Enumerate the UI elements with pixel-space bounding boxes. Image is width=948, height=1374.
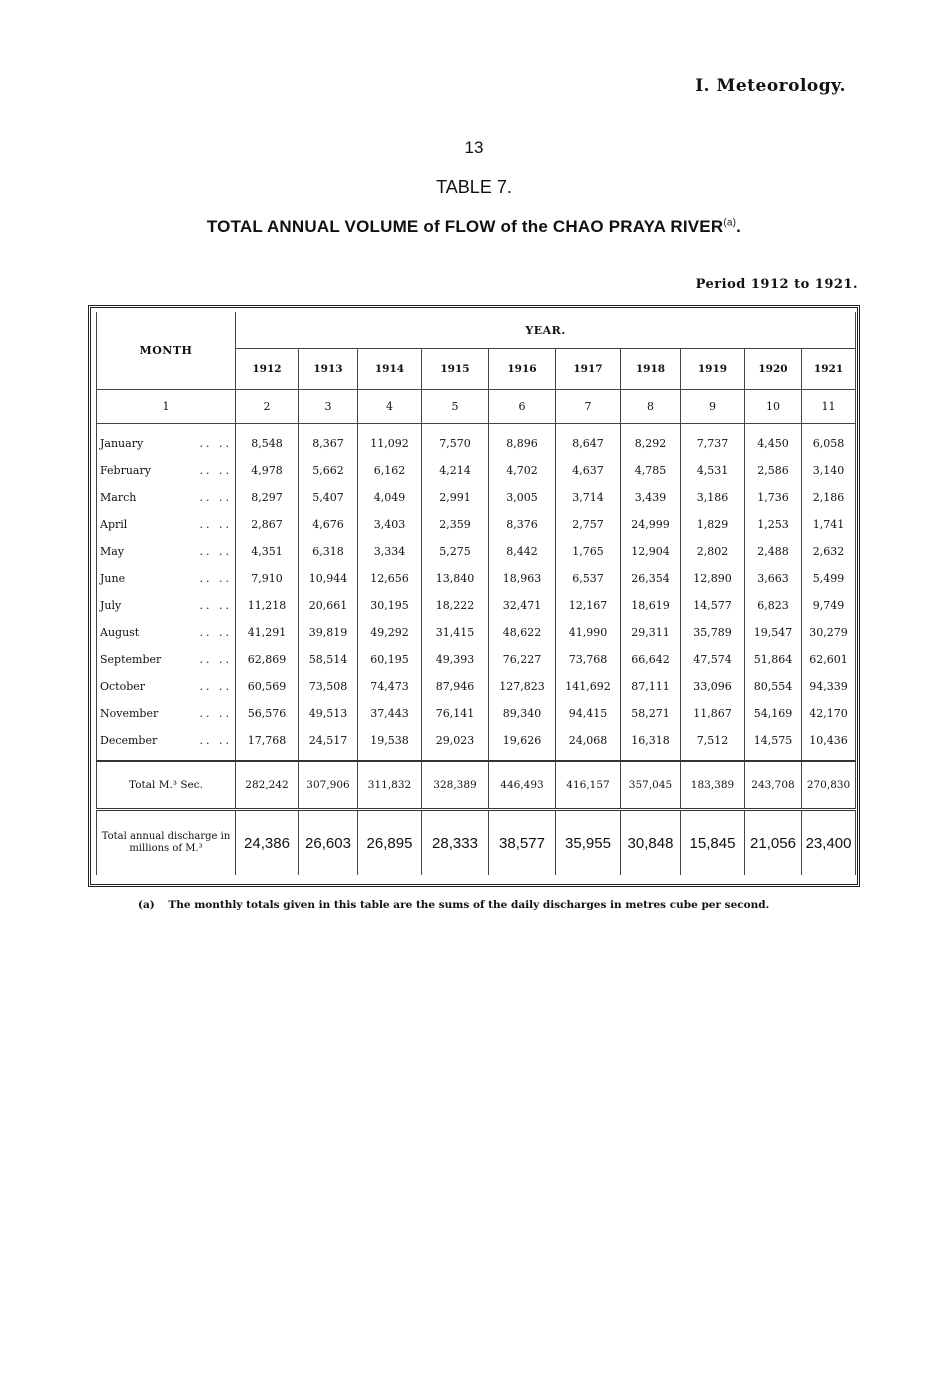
table-cell: 4,531 — [681, 457, 745, 484]
month-name: March — [100, 491, 137, 504]
table-cell: 7,737 — [681, 424, 745, 458]
table-cell: 6,823 — [745, 592, 802, 619]
table-row — [97, 565, 856, 592]
table-cell: 6,058 — [802, 424, 856, 458]
table-cell: 1,765 — [556, 538, 621, 565]
table-cell: 12,904 — [621, 538, 681, 565]
table-cell: 9,749 — [802, 592, 856, 619]
table-cell: 13,840 — [422, 565, 489, 592]
discharge-row — [97, 810, 856, 876]
month-name: October — [100, 680, 146, 693]
year-header-1918: 1918 — [621, 349, 681, 390]
footnote-text: The monthly totals given in this table are the sums of the daily discharges in metres cube per second. — [168, 899, 770, 911]
table-cell: 3,334 — [358, 538, 422, 565]
table-cell: 5,275 — [422, 538, 489, 565]
table-cell: 35,789 — [681, 619, 745, 646]
month-label — [97, 727, 236, 761]
column-number: 2 — [236, 390, 299, 424]
leader-dots: .. .. — [199, 734, 232, 747]
table-cell: 24,517 — [299, 727, 358, 761]
table-cell: 29,311 — [621, 619, 681, 646]
discharge-cell: 35,955 — [556, 810, 621, 876]
table-cell: 94,339 — [802, 673, 856, 700]
table-cell: 6,162 — [358, 457, 422, 484]
table-cell: 4,702 — [489, 457, 556, 484]
table-cell: 24,068 — [556, 727, 621, 761]
table-cell: 49,292 — [358, 619, 422, 646]
table-cell: 20,661 — [299, 592, 358, 619]
leader-dots: .. .. — [199, 626, 232, 639]
year-header-1914: 1914 — [358, 349, 422, 390]
discharge-cell: 26,895 — [358, 810, 422, 876]
year-header-1915: 1915 — [422, 349, 489, 390]
discharge-cell: 23,400 — [802, 810, 856, 876]
discharge-cell: 38,577 — [489, 810, 556, 876]
discharge-label: Total annual discharge in millions of M.³ — [97, 810, 236, 876]
table-cell: 17,768 — [236, 727, 299, 761]
month-label — [97, 424, 236, 458]
table-cell: 73,508 — [299, 673, 358, 700]
month-name: July — [100, 599, 122, 612]
column-number: 10 — [745, 390, 802, 424]
total-label: Total M.³ Sec. — [97, 761, 236, 810]
table-cell: 3,186 — [681, 484, 745, 511]
table-cell: 2,632 — [802, 538, 856, 565]
table-cell: 60,569 — [236, 673, 299, 700]
table-cell: 141,692 — [556, 673, 621, 700]
table-cell: 76,141 — [422, 700, 489, 727]
table-cell: 30,279 — [802, 619, 856, 646]
month-label — [97, 511, 236, 538]
table-cell: 42,170 — [802, 700, 856, 727]
column-number: 9 — [681, 390, 745, 424]
total-cell: 243,708 — [745, 761, 802, 810]
year-group-header: YEAR. — [236, 312, 856, 349]
table-cell: 66,642 — [621, 646, 681, 673]
page-number: 13 — [464, 138, 484, 157]
table-cell: 4,785 — [621, 457, 681, 484]
table-cell: 8,442 — [489, 538, 556, 565]
table-cell: 33,096 — [681, 673, 745, 700]
footnote — [138, 899, 769, 911]
table-cell: 8,367 — [299, 424, 358, 458]
table-cell: 49,513 — [299, 700, 358, 727]
discharge-cell: 24,386 — [236, 810, 299, 876]
table-row — [97, 646, 856, 673]
leader-dots: .. .. — [199, 680, 232, 693]
total-row — [97, 761, 856, 810]
table-cell: 54,169 — [745, 700, 802, 727]
table-cell: 39,819 — [299, 619, 358, 646]
month-name: December — [100, 734, 158, 747]
table-cell: 11,092 — [358, 424, 422, 458]
period-label: Period 1912 to 1921. — [695, 277, 858, 292]
year-header-1916: 1916 — [489, 349, 556, 390]
table-cell: 3,403 — [358, 511, 422, 538]
column-number: 8 — [621, 390, 681, 424]
section-header: I. Meteorology. — [695, 76, 846, 96]
total-cell: 183,389 — [681, 761, 745, 810]
leader-dots: .. .. — [199, 599, 232, 612]
table-cell: 58,271 — [621, 700, 681, 727]
table-cell: 3,005 — [489, 484, 556, 511]
table-cell: 4,351 — [236, 538, 299, 565]
table-cell: 41,291 — [236, 619, 299, 646]
table-cell: 5,407 — [299, 484, 358, 511]
year-header-1920: 1920 — [745, 349, 802, 390]
table-cell: 4,214 — [422, 457, 489, 484]
table-cell: 18,619 — [621, 592, 681, 619]
table-cell: 18,222 — [422, 592, 489, 619]
table-row — [97, 538, 856, 565]
discharge-cell: 28,333 — [422, 810, 489, 876]
month-label — [97, 565, 236, 592]
table-cell: 8,548 — [236, 424, 299, 458]
table-cell: 3,439 — [621, 484, 681, 511]
month-label — [97, 592, 236, 619]
table-cell: 2,359 — [422, 511, 489, 538]
table-cell: 74,473 — [358, 673, 422, 700]
month-name: April — [100, 518, 128, 531]
table-cell: 4,676 — [299, 511, 358, 538]
table-cell: 56,576 — [236, 700, 299, 727]
month-name: June — [100, 572, 126, 585]
table-cell: 14,575 — [745, 727, 802, 761]
leader-dots: .. .. — [199, 491, 232, 504]
total-cell: 311,832 — [358, 761, 422, 810]
table-cell: 19,547 — [745, 619, 802, 646]
total-cell: 357,045 — [621, 761, 681, 810]
table-cell: 76,227 — [489, 646, 556, 673]
month-name: September — [100, 653, 162, 666]
table-cell: 5,662 — [299, 457, 358, 484]
flow-table — [96, 312, 856, 875]
table-cell: 49,393 — [422, 646, 489, 673]
table-cell: 19,626 — [489, 727, 556, 761]
total-cell: 328,389 — [422, 761, 489, 810]
table-row — [97, 700, 856, 727]
column-number-row — [97, 390, 856, 424]
table-label: TABLE 7. — [436, 177, 512, 197]
table-cell: 1,741 — [802, 511, 856, 538]
table-cell: 47,574 — [681, 646, 745, 673]
footnote-mark: (a) — [138, 899, 155, 911]
leader-dots: .. .. — [199, 545, 232, 558]
leader-dots: .. .. — [199, 518, 232, 531]
table-cell: 8,376 — [489, 511, 556, 538]
table-cell: 11,218 — [236, 592, 299, 619]
column-number: 5 — [422, 390, 489, 424]
month-label — [97, 484, 236, 511]
leader-dots: .. .. — [199, 653, 232, 666]
column-number: 11 — [802, 390, 856, 424]
table-cell: 16,318 — [621, 727, 681, 761]
table-cell: 58,514 — [299, 646, 358, 673]
month-label — [97, 700, 236, 727]
table-row — [97, 457, 856, 484]
table-cell: 26,354 — [621, 565, 681, 592]
year-header-1913: 1913 — [299, 349, 358, 390]
table-cell: 1,736 — [745, 484, 802, 511]
table-row — [97, 484, 856, 511]
table-cell: 8,647 — [556, 424, 621, 458]
table-cell: 10,944 — [299, 565, 358, 592]
column-number: 4 — [358, 390, 422, 424]
table-cell: 5,499 — [802, 565, 856, 592]
table-cell: 2,991 — [422, 484, 489, 511]
table-cell: 29,023 — [422, 727, 489, 761]
table-cell: 12,656 — [358, 565, 422, 592]
month-name: January — [100, 437, 144, 450]
table-cell: 2,802 — [681, 538, 745, 565]
table-cell: 4,978 — [236, 457, 299, 484]
table-cell: 87,946 — [422, 673, 489, 700]
table-cell: 48,622 — [489, 619, 556, 646]
table-title-text: TOTAL ANNUAL VOLUME of FLOW of the CHAO PRAYA RIVER — [206, 217, 724, 236]
table-cell: 4,450 — [745, 424, 802, 458]
table-cell: 19,538 — [358, 727, 422, 761]
column-number: 7 — [556, 390, 621, 424]
year-header-1919: 1919 — [681, 349, 745, 390]
table-cell: 31,415 — [422, 619, 489, 646]
month-name: November — [100, 707, 159, 720]
table-cell: 6,537 — [556, 565, 621, 592]
table-cell: 3,714 — [556, 484, 621, 511]
leader-dots: .. .. — [199, 437, 232, 450]
month-label — [97, 673, 236, 700]
column-number: 1 — [97, 390, 236, 424]
table-cell: 10,436 — [802, 727, 856, 761]
month-label — [97, 538, 236, 565]
table-title: TOTAL ANNUAL VOLUME of FLOW of the CHAO PRAYA RIVER$^{(a)}$. — [206, 217, 742, 236]
total-cell: 307,906 — [299, 761, 358, 810]
table-row — [97, 511, 856, 538]
table-cell: 1,253 — [745, 511, 802, 538]
table-cell: 2,488 — [745, 538, 802, 565]
table-cell: 7,512 — [681, 727, 745, 761]
month-name: February — [100, 464, 151, 477]
table-cell: 18,963 — [489, 565, 556, 592]
table-cell: 1,829 — [681, 511, 745, 538]
table-cell: 2,186 — [802, 484, 856, 511]
table-cell: 30,195 — [358, 592, 422, 619]
table-cell: 89,340 — [489, 700, 556, 727]
table-cell: 4,637 — [556, 457, 621, 484]
discharge-cell: 30,848 — [621, 810, 681, 876]
table-cell: 8,292 — [621, 424, 681, 458]
table-cell: 12,890 — [681, 565, 745, 592]
column-number: 3 — [299, 390, 358, 424]
table-cell: 8,896 — [489, 424, 556, 458]
table-cell: 8,297 — [236, 484, 299, 511]
discharge-cell: 21,056 — [745, 810, 802, 876]
month-label — [97, 646, 236, 673]
year-header-1921: 1921 — [802, 349, 856, 390]
year-header-1917: 1917 — [556, 349, 621, 390]
table-cell: 4,049 — [358, 484, 422, 511]
table-row — [97, 673, 856, 700]
year-header-1912: 1912 — [236, 349, 299, 390]
table-cell: 37,443 — [358, 700, 422, 727]
table-cell: 14,577 — [681, 592, 745, 619]
table-cell: 2,867 — [236, 511, 299, 538]
leader-dots: .. .. — [199, 707, 232, 720]
total-cell: 282,242 — [236, 761, 299, 810]
table-cell: 7,570 — [422, 424, 489, 458]
table-row — [97, 592, 856, 619]
table-cell: 73,768 — [556, 646, 621, 673]
table-cell: 62,869 — [236, 646, 299, 673]
month-label — [97, 619, 236, 646]
table-cell: 3,663 — [745, 565, 802, 592]
table-cell: 3,140 — [802, 457, 856, 484]
total-cell: 270,830 — [802, 761, 856, 810]
table-row — [97, 619, 856, 646]
table-cell: 12,167 — [556, 592, 621, 619]
table-cell: 41,990 — [556, 619, 621, 646]
table-cell: 2,586 — [745, 457, 802, 484]
table-cell: 51,864 — [745, 646, 802, 673]
total-cell: 446,493 — [489, 761, 556, 810]
leader-dots: .. .. — [199, 464, 232, 477]
table-cell: 94,415 — [556, 700, 621, 727]
title-footnote-marker: (a) — [723, 217, 737, 229]
month-column-header: MONTH — [97, 312, 236, 390]
year-header-row — [97, 312, 856, 349]
discharge-cell: 26,603 — [299, 810, 358, 876]
table-cell: 6,318 — [299, 538, 358, 565]
total-cell: 416,157 — [556, 761, 621, 810]
table-row — [97, 424, 856, 458]
table-cell: 24,999 — [621, 511, 681, 538]
discharge-cell: 15,845 — [681, 810, 745, 876]
leader-dots: .. .. — [199, 572, 232, 585]
table-cell: 7,910 — [236, 565, 299, 592]
table-cell: 32,471 — [489, 592, 556, 619]
column-number: 6 — [489, 390, 556, 424]
table-row — [97, 727, 856, 761]
table-cell: 80,554 — [745, 673, 802, 700]
table-cell: 11,867 — [681, 700, 745, 727]
table-cell: 2,757 — [556, 511, 621, 538]
table-cell: 127,823 — [489, 673, 556, 700]
month-label — [97, 457, 236, 484]
month-name: August — [100, 626, 140, 639]
table-cell: 60,195 — [358, 646, 422, 673]
table-cell: 62,601 — [802, 646, 856, 673]
table-cell: 87,111 — [621, 673, 681, 700]
month-name: May — [100, 545, 125, 558]
